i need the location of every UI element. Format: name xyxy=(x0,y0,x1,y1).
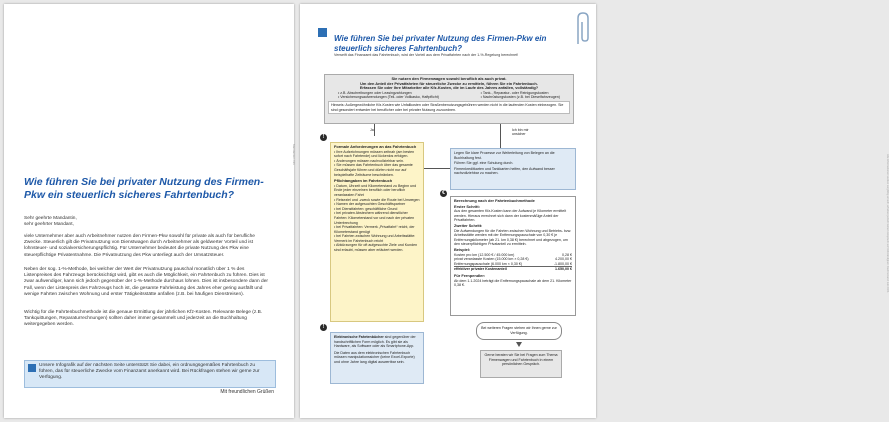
greeting-line-1: Sehr geehrte Mandantin, xyxy=(24,216,77,221)
step-1-text: Aus den gesamten Kfz-Kosten kann der Aufwand je Kilometer ermittelt werden. Hieraus errechnet sich dann der kostenmäßige Anteil der Privatfahrten. xyxy=(454,209,567,223)
info-icon: ! xyxy=(320,324,327,331)
right-page-title: Wie führen Sie bei privater Nutzung des Firmen-Pkw ein steuerlich sicheres Fahrtenbuch? xyxy=(334,34,547,53)
example-head: Beispiel: xyxy=(454,246,471,252)
calculation-head: Berechnung nach der Fahrtenbuchmethode xyxy=(454,198,535,203)
intro-bullets xyxy=(328,91,570,100)
connector-line xyxy=(374,124,375,136)
example-label: Entfernungspauschale (6.000 km × 0,30 €) xyxy=(454,261,523,266)
requirements-box xyxy=(330,142,424,322)
process-text: Legen Sie klare Prozesse zur Weiterleitung von Belegen an die Buchhaltung fest. xyxy=(454,151,555,160)
commuter-head: Für Fernpendler: xyxy=(454,272,486,278)
intro-bullet: • Versicherungsaufwendungen (Teil- oder Vollkasko, Haftpflicht) xyxy=(338,95,439,100)
commuter-text: Ab dem 1.1.2024 beträgt die Entfernungspauschale ab dem 21. Kilometer 0,38 €. xyxy=(454,278,572,288)
example-label: privat veranlasste Kosten (15.000 km × 0,28 €) xyxy=(454,257,529,262)
electronic-text: sind gegenüber der handschriftlichen Form möglich. Es gibt sie als Hardware, als Software oder als Smartphone-App. xyxy=(334,335,416,349)
duty-item: • bei Privatfahrten: Vermerk „Privatfahrt“ reicht, der Kilometerstand genügt xyxy=(334,225,415,234)
warning-icon: ! xyxy=(320,134,327,141)
connector-line xyxy=(424,168,450,169)
example-total-row xyxy=(454,267,572,272)
intro-note: Hinweis: Außergewöhnliche Kfz-Kosten wie Unfallkosten oder Straßenbenutzungsgebühren werden nicht in die laufenden Kosten einbezogen. Sie sind gesondert entweder bei beruflicher oder bei privater Nutzung zuzuordnen. xyxy=(328,101,570,114)
hint-text: Unsere Infografik auf der nächsten Seite unterstützt Sie dabei, ein ordnungsgemäßes Fahrtenbuch zu führen, das für steuerliche Zwecke vom Finanzamt anerkannt wird. Bei Rückfragen stehen wir gerne zur Verfügung. xyxy=(39,363,260,381)
electronic-box xyxy=(330,332,424,384)
intro-question: Um den Anteil der Privatfahrten für steuerliche Zwecke zu ermitteln, führen Sie ein Fahrtenbuch. xyxy=(360,80,538,86)
requirement-item: • Änderungen müssen nachvollziehbar sein. xyxy=(334,158,404,163)
right-page xyxy=(300,4,889,418)
spine-disclaimer: Alle Informationen wurden sorgfältig erstellt, erheben jedoch keinen Anspruch auf Vollständigkeit. Rechtsstand: Juli 2024. xyxy=(886,154,889,293)
step-2-head: Zweiter Schritt: xyxy=(454,222,483,228)
example-value: 4.200,00 € xyxy=(555,257,572,262)
hint-box xyxy=(24,360,276,388)
arrow-down-icon xyxy=(516,342,522,347)
unsure-label: Ich bin mir unsicher xyxy=(512,128,529,136)
process-text: Führen Sie ggf. eine Schulung durch. xyxy=(454,161,514,166)
requirement-item: • Sie müssen das Fahrtenbuch über das gesamte Geschäftsjahr führen und dürfen nicht nur auf beispielhafte Zeiträume beschränken. xyxy=(334,163,413,177)
electronic-text-2: Die Daten aus dem elektronischen Fahrtenbuch müssen manipulationssicher (keine Excel-Exporte) und ohne Jahre lang digital auswertbar sein. xyxy=(334,350,415,364)
electronic-head: Elektronische Fahrtenbücher xyxy=(334,335,384,339)
step-1-head: Erster Schritt: xyxy=(454,203,480,209)
duty-item: • bei Dienstfahrten: geschäftliche Grund xyxy=(334,206,398,211)
yes-label: Ja xyxy=(370,128,374,132)
duty-item: • bei Fahrten zwischen Wohnung und Arbeitsstätte: Vermerk im Fahrtenbuch reicht xyxy=(334,234,416,243)
process-box xyxy=(450,148,576,190)
paperclip-icon xyxy=(572,10,592,46)
closing: Mit freundlichen Grüßen xyxy=(220,389,274,395)
example-value: 0,28 € xyxy=(562,252,572,257)
example-value: -1.800,00 € xyxy=(553,261,572,266)
intro-bullet: • Tank-, Reparatur- oder Reinigungskosten xyxy=(480,90,549,95)
example-label: Kosten pro km (12.500 € / 45.000 km) xyxy=(454,252,515,257)
greeting-line-2: sehr geehrter Mandant, xyxy=(24,222,74,228)
connector-line xyxy=(500,124,501,148)
right-subtitle: Verweift das Finanzamt das Fahrtenbuch, wird der Vorteil aus dem Privatfahrten nach der 1-%-Regelung berechnet! xyxy=(334,53,519,57)
help-bubble: Bei weiteren Fragen stehen wir Ihnen gerne zur Verfügung. xyxy=(476,322,562,340)
duty-item: • bei privaten Abstechern während dienstlicher Fahrten: Kilometerstand vor und nach der privaten Unterbrechung xyxy=(334,211,415,225)
example-label: effektiver privater Kostenanteil xyxy=(454,267,507,272)
requirements-head: Formale Anforderungen an das Fahrtenbuch xyxy=(334,144,417,149)
example-value: 1.650,00 € xyxy=(555,267,572,272)
left-page-title: Wie führen Sie bei privater Nutzung des Firmen-Pkw ein steuerlich sicheres Fahrtenbuch? xyxy=(24,176,264,201)
step-2-text: Die Aufwendungen für die Fahrten zwischen Wohnung und Betriebs- bzw. Arbeitsstätte werden mit der Entfernungspauschale von 0,30 € je Entfernungskilometer (ab 21. km 0,38 €) berechnet und abgezogen, um den steuerpflichtigen Privatanteil zu ermitteln. xyxy=(454,228,572,247)
process-text: Firmenkreditkarten und Tankkarten helfen, den Aufwand besser nachvollziehbar zu machen. xyxy=(454,166,555,176)
intro-bullet: • z.B. Abschreibungen oder Leasingzahlungen xyxy=(338,90,412,95)
calculation-box xyxy=(450,196,576,316)
arrow-icon xyxy=(28,364,36,372)
intro-box xyxy=(324,74,574,124)
intro-paragraph: viele Unternehmer aber auch Arbeitnehmer nutzen den Firmen-Pkw sowohl für private als auch für berufliche Zwecke. Steuerlich gilt die Privatnutzung von Dienstwagen durch Arbeitnehmer als geldwerter Vorteil und ist lohnsteuer- und sozialversicherungspflichtig. Für Unternehmer bedeutet die private Nutzung des Pkw eine steuerpflichtige Privatentnahme. Die Privatnutzung des Pkw unterliegt auch der Umsatzsteuer. xyxy=(24,234,255,258)
intro-question-2: Erfassen Sie oder Ihre Mitarbeiter alle Kfz-Kosten, die im Laufe des Jahres anfallen, vollständig? xyxy=(359,85,539,91)
requirement-item: • Ihre Aufzeichnungen müssen zeitnah (am besten sofort nach Fahrtende) und lückenlos erfolgen. xyxy=(334,149,415,159)
duty-item: • Abkürzungen für oft aufgesuchte Ziele und Kunden sind erlaubt, müssen aber erläutert werden. xyxy=(334,243,418,253)
left-page xyxy=(4,4,294,418)
method-paragraph: Neben der sog. 1-%-Methode, bei welcher der Wert der Privatnutzung pauschal monatlich über 1 % des Listenpreises des Fahrzeugs berücksichtigt wird, gibt es auch die Möglichkeit, ein Fahrtenbuch zu führen. Dies ist zwar aufwendiger, kann sich jedoch gegenüber der 1-%-Methode durchaus lohnen. Dies ist insbesondere dann der Fall, wenn der Listenpreis des Fahrzeugs hoch ist, die gesamte Fahrleistung des Jahres eher gering ausfällt und wenige Fahrten zwischen Wohnung und erster Tätigkeitsstätte anfallen (z.B. bei häufigen Dienstreisen). xyxy=(24,267,268,297)
costs-paragraph: Wichtig für die Fahrtenbuchmethode ist die genaue Ermittlung der jährlichen Kfz-Kosten. Relevante Belege (z.B. Tankquittungen, Reparaturrechnungen) sollten daher immer gesammelt und jederzeit an die Buchhaltung weitergegeben werden. xyxy=(24,310,263,328)
duty-item: • Reiseziel und -zweck sowie die Route bei Umwegen xyxy=(334,197,420,202)
greeting xyxy=(24,216,274,228)
duty-item: • Datum, Uhrzeit und Kilometerstand zu Beginn und Ende jeder einzelnen beruflich oder beruflich veranlassten Fahrt xyxy=(334,183,417,197)
intro-head: Sie nutzen den Firmenwagen sowohl beruflich als auch privat. xyxy=(391,76,507,81)
spine-label: Mandanten-Info xyxy=(292,144,296,166)
help-box: Gerne beraten wir Sie bei Fragen zum Thema Firmenwagen und Fahrtenbuch in einem persönlichen Gespräch. xyxy=(480,350,562,378)
duties-head: Pflichtangaben im Fahrtenbuch xyxy=(334,178,393,184)
duty-item: • Namen der aufgesuchten Geschäftspartner xyxy=(334,202,406,207)
title-arrow-icon xyxy=(318,28,327,37)
intro-bullet: • Nachrüstungskosten (z.B. bei Dieselfahrzeugen) xyxy=(480,95,560,100)
euro-icon: € xyxy=(440,190,447,197)
